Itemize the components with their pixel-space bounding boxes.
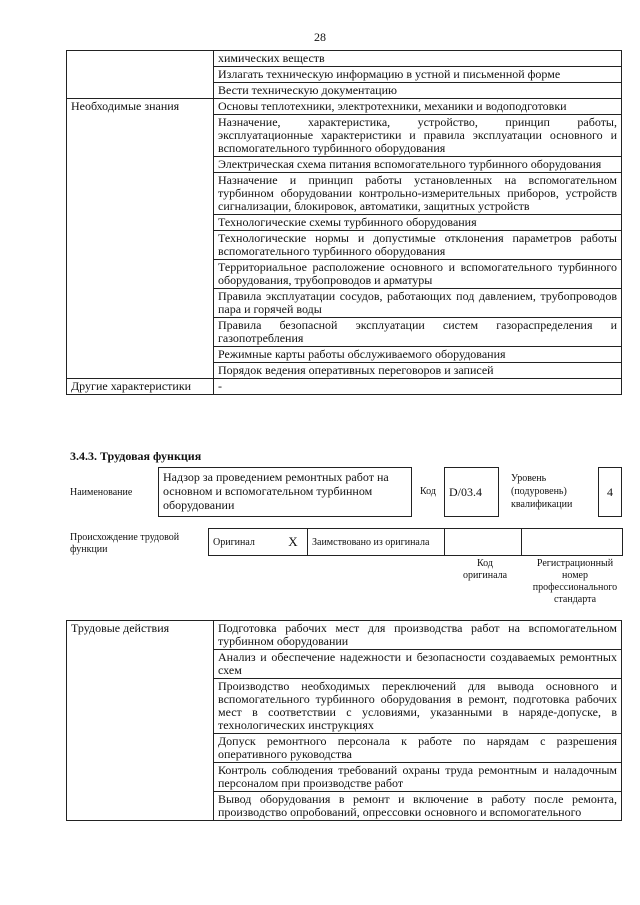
row-text: Производство необходимых переключений для вывода основного и вспомогательного турбинного оборудования в ремонт, подготовка рабочих мест в соответствии с условиями, указанными в наряде-допуске, в технологических инструкциях xyxy=(214,679,622,734)
code-original-label: Код оригинала xyxy=(462,558,508,581)
row-text: Допуск ремонтного персонала к работе по нарядам с разрешения оперативного руководства xyxy=(214,734,622,763)
section-title: 3.4.3. Трудовая функция xyxy=(70,449,202,463)
row-text: Правила безопасной эксплуатации систем газораспределения и газопотребления xyxy=(214,318,622,347)
code-original-cell xyxy=(445,529,522,556)
original-label: Оригинал xyxy=(209,529,280,556)
row-text: - xyxy=(214,379,622,395)
row-text: химических веществ xyxy=(214,51,622,67)
name-label: Наименование xyxy=(70,487,133,498)
row-text: Правила эксплуатации сосудов, работающих под давлением, трубопроводов пара и горячей воды xyxy=(214,289,622,318)
table-row xyxy=(67,99,622,115)
reg-number-label: Регистрационный номер профессионального стандарта xyxy=(532,558,618,605)
row-text: Режимные карты работы обслуживаемого оборудования xyxy=(214,347,622,363)
row-label xyxy=(67,51,214,99)
row-text: Назначение, характеристика, устройство, принцип работы, эксплуатационные характеристики и правила эксплуатации основного и вспомогательного турбинного оборудования xyxy=(214,115,622,157)
table-row xyxy=(67,379,622,395)
origin-label: Происхождение трудовой функции xyxy=(70,532,180,555)
row-text: Назначение и принцип работы установленных на вспомогательном турбинном оборудовании контрольно-измерительных приборов, устройств сигнализации, блокировок, автоматики, защитных устройств xyxy=(214,173,622,215)
row-text: Излагать техническую информацию в устной и письменной форме xyxy=(214,67,622,83)
row-label: Необходимые знания xyxy=(67,99,214,379)
borrowed-label: Заимствовано из оригинала xyxy=(308,529,445,556)
original-mark: X xyxy=(279,529,308,556)
level-label: Уровень (подуровень) квалификации xyxy=(511,473,573,510)
row-text: Порядок ведения оперативных переговоров и записей xyxy=(214,363,622,379)
page-number: 28 xyxy=(314,30,326,44)
reg-number-cell xyxy=(522,529,623,556)
table-row xyxy=(67,51,622,67)
row-text: Технологические схемы турбинного оборудования xyxy=(214,215,622,231)
row-text: Анализ и обеспечение надежности и безопасности создаваемых ремонтных схем xyxy=(214,650,622,679)
row-text: Электрическая схема питания вспомогательного турбинного оборудования xyxy=(214,157,622,173)
code-box: D/03.4 xyxy=(444,467,499,517)
row-text: Основы теплотехники, электротехники, механики и водоподготовки xyxy=(214,99,622,115)
origin-table xyxy=(208,528,623,556)
row-text: Подготовка рабочих мест для производства работ на вспомогательном турбинном оборудовании xyxy=(214,621,622,650)
row-label: Другие характеристики xyxy=(67,379,214,395)
row-label: Трудовые действия xyxy=(67,621,214,821)
function-name-box: Надзор за проведением ремонтных работ на основном и вспомогательном турбинном оборудовании xyxy=(158,467,412,517)
knowledge-table xyxy=(66,50,622,395)
table-row xyxy=(67,621,622,650)
row-text: Вести техническую документацию xyxy=(214,83,622,99)
row-text: Территориальное расположение основного и вспомогательного турбинного оборудования, трубопроводов и арматуры xyxy=(214,260,622,289)
row-text: Технологические нормы и допустимые отклонения параметров работы вспомогательного турбинного оборудования xyxy=(214,231,622,260)
labor-actions-table xyxy=(66,620,622,821)
code-label: Код xyxy=(420,486,436,497)
row-text: Вывод оборудования в ремонт и включение в работу после ремонта, производство опробований, опрессовки основного и вспомогательного xyxy=(214,792,622,821)
row-text: Контроль соблюдения требований охраны труда ремонтным и наладочным персоналом при производстве работ xyxy=(214,763,622,792)
level-box: 4 xyxy=(598,467,622,517)
